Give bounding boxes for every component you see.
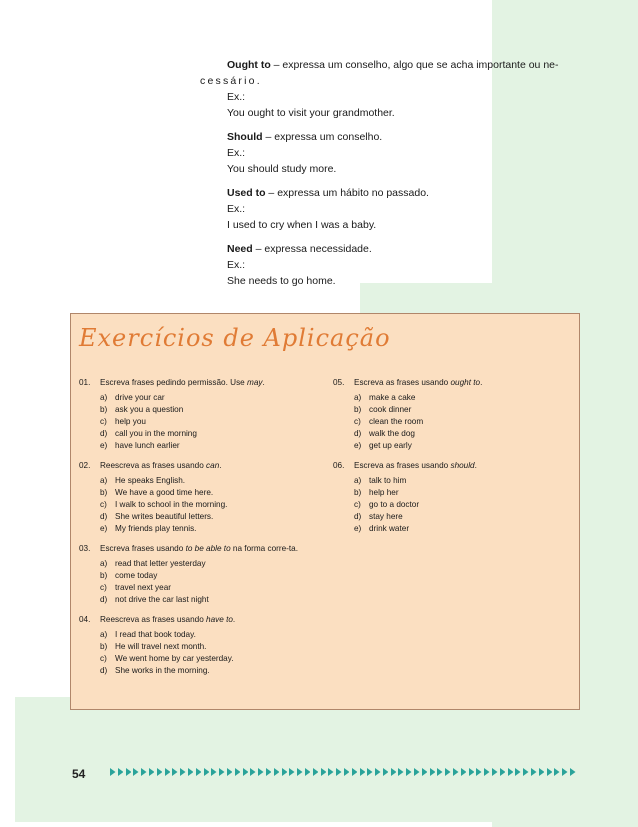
item-letter: d): [100, 512, 108, 521]
arrow-divider: [110, 768, 576, 776]
arrow-icon: [165, 768, 171, 776]
arrow-icon: [375, 768, 381, 776]
instruction-pre: Reescreva as frases usando: [100, 461, 207, 470]
item-text: walk the dog: [369, 429, 415, 438]
item-letter: a): [100, 630, 108, 639]
used-to-ex-label: Ex.:: [227, 203, 246, 215]
green-background-bottom: [15, 697, 638, 822]
item-text: She writes beautiful letters.: [115, 512, 214, 521]
exercises-column-right: [333, 377, 573, 543]
exercise-item: [100, 440, 322, 452]
ought-to-desc: – expressa um conselho, algo que se acha importante ou ne-: [270, 59, 559, 71]
item-letter: e): [100, 441, 108, 450]
instruction-keyword: may: [247, 378, 263, 387]
arrow-icon: [118, 768, 124, 776]
instruction-post: .: [474, 461, 477, 470]
arrow-icon: [321, 768, 327, 776]
exercise-01: [79, 377, 322, 452]
instruction-post: .: [232, 615, 236, 624]
arrow-icon: [500, 768, 506, 776]
exercise-item: [100, 392, 322, 404]
exercise-instruction: [333, 460, 573, 472]
need-term: Need: [227, 243, 253, 255]
item-text: have lunch earlier: [115, 441, 180, 450]
item-text: stay here: [369, 512, 403, 521]
exercise-items: [100, 392, 322, 452]
arrow-icon: [414, 768, 420, 776]
instruction-keyword: have to: [206, 615, 233, 624]
arrow-icon: [437, 768, 443, 776]
arrow-icon: [141, 768, 147, 776]
instruction-keyword: should: [450, 461, 475, 470]
item-text: We went home by car yesterday.: [115, 654, 234, 663]
instruction-post: .: [480, 378, 483, 387]
arrow-icon: [406, 768, 412, 776]
arrow-icon: [336, 768, 342, 776]
instruction-pre: Escreva frases usando: [100, 544, 186, 553]
arrow-icon: [266, 768, 272, 776]
exercise-item: [100, 404, 322, 416]
exercise-04: [79, 614, 322, 677]
exercise-instruction: [333, 377, 573, 389]
item-text: We have a good time here.: [115, 488, 214, 497]
item-text: I read that book today.: [115, 630, 196, 639]
exercise-instruction-text: [100, 460, 322, 472]
item-letter: b): [100, 488, 108, 497]
item-letter: c): [354, 500, 361, 509]
exercise-instruction-text: [354, 460, 573, 472]
item-letter: c): [354, 417, 361, 426]
exercise-item: [354, 499, 573, 511]
arrow-icon: [172, 768, 178, 776]
item-text: make a cake: [369, 393, 416, 402]
item-text: I walk to school in the morning.: [115, 500, 228, 509]
exercise-instruction: [79, 460, 322, 472]
item-letter: a): [100, 559, 108, 568]
item-text: drink water: [369, 524, 410, 533]
exercise-item: [100, 558, 322, 570]
item-letter: e): [354, 524, 362, 533]
used-to-term: Used to: [227, 187, 266, 199]
exercise-item: [354, 475, 573, 487]
arrow-icon: [539, 768, 545, 776]
item-letter: d): [100, 429, 108, 438]
item-letter: e): [354, 441, 362, 450]
arrow-icon: [235, 768, 241, 776]
arrow-icon: [352, 768, 358, 776]
exercise-instruction-text: [354, 377, 573, 389]
exercise-item: [100, 416, 322, 428]
arrow-icon: [398, 768, 404, 776]
exercise-items: [100, 475, 322, 535]
arrow-icon: [554, 768, 560, 776]
exercise-item: [100, 665, 322, 677]
exercise-item: [100, 487, 322, 499]
need-ex-label: Ex.:: [227, 259, 246, 271]
item-letter: b): [100, 571, 108, 580]
exercises-box: [70, 313, 580, 710]
arrow-icon: [570, 768, 576, 776]
used-to-example: I used to cry when I was a baby.: [227, 219, 377, 231]
instruction-pre: Escreva as frases usando: [354, 461, 451, 470]
instruction-pre: Escreva frases pedindo permissão. Use: [100, 378, 247, 387]
arrow-icon: [383, 768, 389, 776]
arrow-icon: [227, 768, 233, 776]
item-letter: c): [100, 654, 107, 663]
grammar-notes: [180, 57, 580, 289]
arrow-icon: [305, 768, 311, 776]
exercises-column-left: [79, 377, 322, 685]
item-text: come today: [115, 571, 158, 580]
exercise-instruction-text: [100, 377, 322, 389]
item-letter: a): [354, 476, 362, 485]
item-text: get up early: [369, 441, 412, 450]
arrow-icon: [360, 768, 366, 776]
item-text: talk to him: [369, 476, 407, 485]
arrow-icon: [453, 768, 459, 776]
item-letter: b): [354, 405, 362, 414]
arrow-icon: [469, 768, 475, 776]
item-letter: a): [100, 476, 108, 485]
item-text: not drive the car last night: [115, 595, 209, 604]
need-definition: [180, 241, 580, 257]
item-text: help you: [115, 417, 146, 426]
page-number: 54: [72, 767, 86, 781]
arrow-icon: [344, 768, 350, 776]
item-letter: b): [100, 642, 108, 651]
item-letter: b): [100, 405, 108, 414]
arrow-icon: [243, 768, 249, 776]
item-letter: d): [100, 595, 108, 604]
used-to-desc: – expressa um hábito no passado.: [265, 187, 429, 199]
need-desc: – expressa necessidade.: [252, 243, 372, 255]
item-letter: d): [354, 512, 362, 521]
item-text: He will travel next month.: [115, 642, 207, 651]
arrow-icon: [196, 768, 202, 776]
item-text: travel next year: [115, 583, 171, 592]
ought-to-ex-label: Ex.:: [227, 91, 246, 103]
should-ex-label: Ex.:: [227, 147, 246, 159]
should-desc: – expressa um conselho.: [262, 131, 383, 143]
arrow-icon: [445, 768, 451, 776]
exercises-title: Exercícios de Aplicação: [79, 324, 391, 352]
item-letter: d): [100, 666, 108, 675]
arrow-icon: [422, 768, 428, 776]
instruction-post: .: [262, 378, 265, 387]
exercise-item: [100, 570, 322, 582]
should-example: You should study more.: [227, 163, 337, 175]
arrow-icon: [461, 768, 467, 776]
arrow-icon: [180, 768, 186, 776]
arrow-icon: [204, 768, 210, 776]
exercise-instruction-text: [100, 543, 322, 555]
arrow-icon: [126, 768, 132, 776]
item-text: call you in the morning: [115, 429, 197, 438]
item-letter: c): [100, 583, 107, 592]
arrow-icon: [508, 768, 514, 776]
item-text: clean the room: [369, 417, 424, 426]
instruction-pre: Escreva as frases usando: [354, 378, 451, 387]
arrow-icon: [110, 768, 116, 776]
exercise-items: [100, 558, 322, 606]
exercise-item: [100, 475, 322, 487]
exercise-05: [333, 377, 573, 452]
arrow-icon: [219, 768, 225, 776]
arrow-icon: [492, 768, 498, 776]
exercise-item: [100, 511, 322, 523]
used-to-definition: [180, 185, 580, 201]
item-text: help her: [369, 488, 399, 497]
exercise-item: [354, 440, 573, 452]
exercise-instruction: [79, 377, 322, 389]
arrow-icon: [476, 768, 482, 776]
exercise-number: 06.: [333, 461, 345, 470]
exercise-item: [354, 428, 573, 440]
exercise-number: 03.: [79, 544, 91, 553]
exercise-item: [100, 594, 322, 606]
instruction-keyword: can: [206, 461, 220, 470]
exercise-item: [354, 392, 573, 404]
instruction-post: na forma corre-ta.: [230, 544, 298, 553]
exercise-number: 05.: [333, 378, 345, 387]
arrow-icon: [258, 768, 264, 776]
arrow-icon: [211, 768, 217, 776]
exercise-item: [100, 582, 322, 594]
exercise-number: 01.: [79, 378, 91, 387]
item-letter: a): [354, 393, 362, 402]
exercise-item: [354, 523, 573, 535]
arrow-icon: [515, 768, 521, 776]
exercise-items: [354, 475, 573, 535]
ought-to-term: Ought to: [227, 59, 271, 71]
arrow-icon: [313, 768, 319, 776]
item-text: cook dinner: [369, 405, 412, 414]
item-text: read that letter yesterday: [115, 559, 206, 568]
should-definition: [180, 129, 580, 145]
exercise-instruction: [79, 543, 322, 555]
exercise-item: [354, 404, 573, 416]
ought-to-desc-cont: cessário.: [200, 75, 262, 87]
arrow-icon: [274, 768, 280, 776]
exercise-items: [354, 392, 573, 452]
arrow-icon: [523, 768, 529, 776]
exercise-instruction-text: [100, 614, 322, 626]
arrow-icon: [562, 768, 568, 776]
need-example: She needs to go home.: [227, 275, 336, 287]
exercise-item: [100, 629, 322, 641]
arrow-icon: [149, 768, 155, 776]
exercise-item: [354, 511, 573, 523]
arrow-icon: [250, 768, 256, 776]
arrow-icon: [282, 768, 288, 776]
instruction-keyword: ought to: [450, 378, 481, 387]
arrow-icon: [328, 768, 334, 776]
item-text: drive your car: [115, 393, 165, 402]
exercise-02: [79, 460, 322, 535]
arrow-icon: [367, 768, 373, 776]
instruction-post: .: [219, 461, 222, 470]
arrow-icon: [391, 768, 397, 776]
item-letter: a): [100, 393, 108, 402]
arrow-icon: [547, 768, 553, 776]
item-text: He speaks English.: [115, 476, 186, 485]
arrow-icon: [484, 768, 490, 776]
item-text: go to a doctor: [369, 500, 420, 509]
item-letter: d): [354, 429, 362, 438]
exercise-item: [100, 523, 322, 535]
item-letter: b): [354, 488, 362, 497]
exercise-03: [79, 543, 322, 606]
exercise-item: [100, 499, 322, 511]
exercise-item: [100, 653, 322, 665]
instruction-pre: Reescreva as frases usando: [100, 615, 207, 624]
exercise-number: 04.: [79, 615, 91, 624]
arrow-icon: [430, 768, 436, 776]
item-letter: c): [100, 417, 107, 426]
exercise-item: [100, 641, 322, 653]
item-letter: c): [100, 500, 107, 509]
arrow-icon: [157, 768, 163, 776]
ought-to-definition: [180, 57, 580, 73]
instruction-keyword: to be able to: [185, 544, 231, 553]
arrow-icon: [531, 768, 537, 776]
arrow-icon: [297, 768, 303, 776]
exercise-06: [333, 460, 573, 535]
item-text: She works in the morning.: [115, 666, 210, 675]
item-text: ask you a question: [115, 405, 184, 414]
ought-to-example: You ought to visit your grandmother.: [227, 107, 395, 119]
arrow-icon: [133, 768, 139, 776]
item-letter: e): [100, 524, 108, 533]
item-text: My friends play tennis.: [115, 524, 197, 533]
exercise-item: [354, 487, 573, 499]
exercise-item: [100, 428, 322, 440]
exercise-items: [100, 629, 322, 677]
exercise-number: 02.: [79, 461, 91, 470]
exercise-item: [354, 416, 573, 428]
should-term: Should: [227, 131, 263, 143]
arrow-icon: [289, 768, 295, 776]
arrow-icon: [188, 768, 194, 776]
exercise-instruction: [79, 614, 322, 626]
